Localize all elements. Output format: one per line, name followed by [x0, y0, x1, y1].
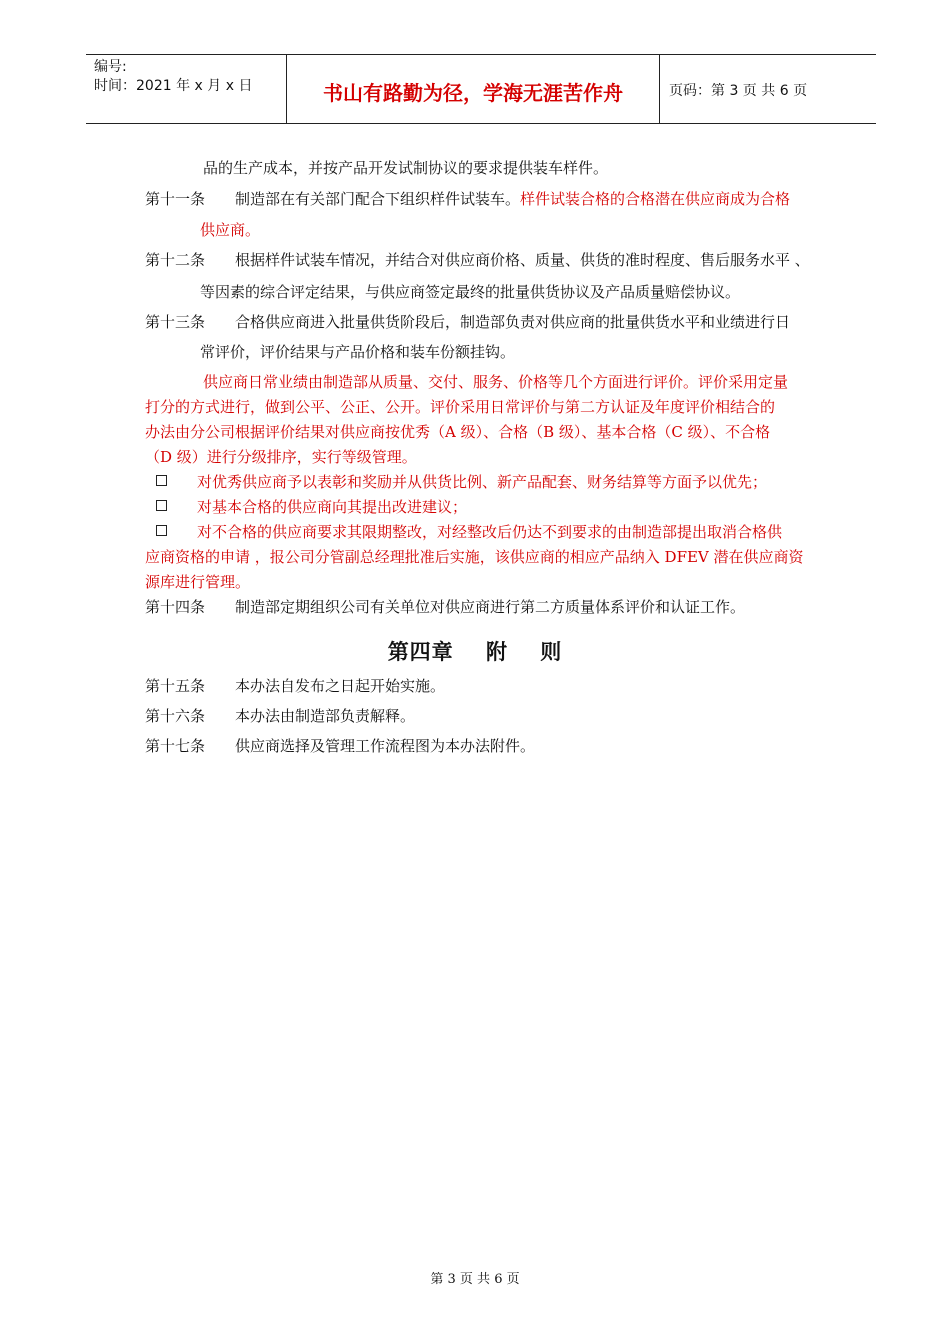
- article-text: 合格供应商进入批量供货阶段后，制造部负责对供应商的批量供货水平和业绩进行日: [235, 313, 791, 331]
- article-text: 供应商选择及管理工作流程图为本办法附件。: [235, 737, 536, 755]
- chapter-title: 第四章 附 则: [387, 640, 563, 664]
- bullet-item: 对不合格的供应商要求其限期整改，对经整改后仍达不到要求的由制造部提出取消合格供: [156, 522, 782, 542]
- article-17: [145, 736, 535, 756]
- article-label: 第十二条: [145, 251, 206, 269]
- page-footer: 第 3 页 共 6 页: [430, 1272, 520, 1287]
- article-text: 制造部在有关部门配合下组织样件试装车。: [235, 190, 521, 208]
- checkbox-icon: [156, 475, 167, 486]
- evaluation-paragraph: 供应商日常业绩由制造部从质量、交付、服务、价格等几个方面进行评价。评价采用定量: [203, 373, 789, 391]
- article-13-cont: 常评价，评价结果与产品价格和装车份额挂钩。: [200, 343, 516, 361]
- header-divider: [659, 55, 660, 123]
- article-text: 制造部定期组织公司有关单位对供应商进行第二方质量体系评价和认证工作。: [235, 598, 746, 616]
- article-text: 本办法自发布之日起开始实施。: [235, 677, 446, 695]
- bullet-item: 对优秀供应商予以表彰和奖励并从供货比例、新产品配套、财务结算等方面予以优先；: [156, 472, 767, 492]
- article-label: 第十四条: [145, 598, 206, 616]
- checkbox-icon: [156, 525, 167, 536]
- article-label: 第十七条: [145, 737, 206, 755]
- evaluation-paragraph: 打分的方式进行，做到公平、公正、公开。评价采用日常评价与第二方认证及年度评价相结合的: [145, 398, 776, 416]
- article-15: [145, 676, 445, 696]
- header-meta: [94, 58, 252, 96]
- page-header: [86, 54, 876, 124]
- article-11-cont: 供应商。: [200, 221, 261, 239]
- bullet-item-cont: 源库进行管理。: [145, 573, 251, 591]
- article-text: 本办法由制造部负责解释。: [235, 707, 416, 725]
- checkbox-icon: [156, 500, 167, 511]
- bullet-item-cont: 应商资格的申请 ，报公司分管副总经理批准后实施，该供应商的相应产品纳入 DFEV 潜在供应商资: [145, 548, 804, 566]
- article-16: [145, 706, 415, 726]
- header-page-info: 页码：第 3 页 共 6 页: [669, 83, 808, 99]
- time-label: 时间：2021 年 x 月 x 日: [94, 78, 253, 94]
- number-label: 编号:: [94, 59, 127, 75]
- evaluation-paragraph: 办法由分公司根据评价结果对供应商按优秀（A 级）、合格（B 级）、基本合格（C 级）、不合格: [145, 423, 771, 441]
- header-motto: 书山有路勤为径，学海无涯苦作舟: [323, 81, 623, 105]
- article-label: 第十六条: [145, 707, 206, 725]
- article-label: 第十五条: [145, 677, 206, 695]
- article-14: [145, 597, 745, 617]
- article-13: [145, 312, 790, 332]
- article-10-tail: 品的生产成本，并按产品开发试制协议的要求提供装车样件。: [203, 159, 609, 177]
- article-label: 第十一条: [145, 190, 206, 208]
- bullet-item: 对基本合格的供应商向其提出改进建议；: [156, 497, 467, 517]
- article-label: 第十三条: [145, 313, 206, 331]
- article-12: [145, 250, 810, 270]
- article-highlight: 样件试装合格的合格潜在供应商成为合格: [520, 190, 791, 208]
- evaluation-paragraph: （D 级）进行分级排序，实行等级管理。: [145, 448, 417, 466]
- article-12-cont: 等因素的综合评定结果，与供应商签定最终的批量供货协议及产品质量赔偿协议。: [200, 283, 741, 301]
- article-text: 根据样件试装车情况，并结合对供应商价格、质量、供货的准时程度、售后服务水平 、: [235, 251, 810, 269]
- article-11: [145, 189, 790, 209]
